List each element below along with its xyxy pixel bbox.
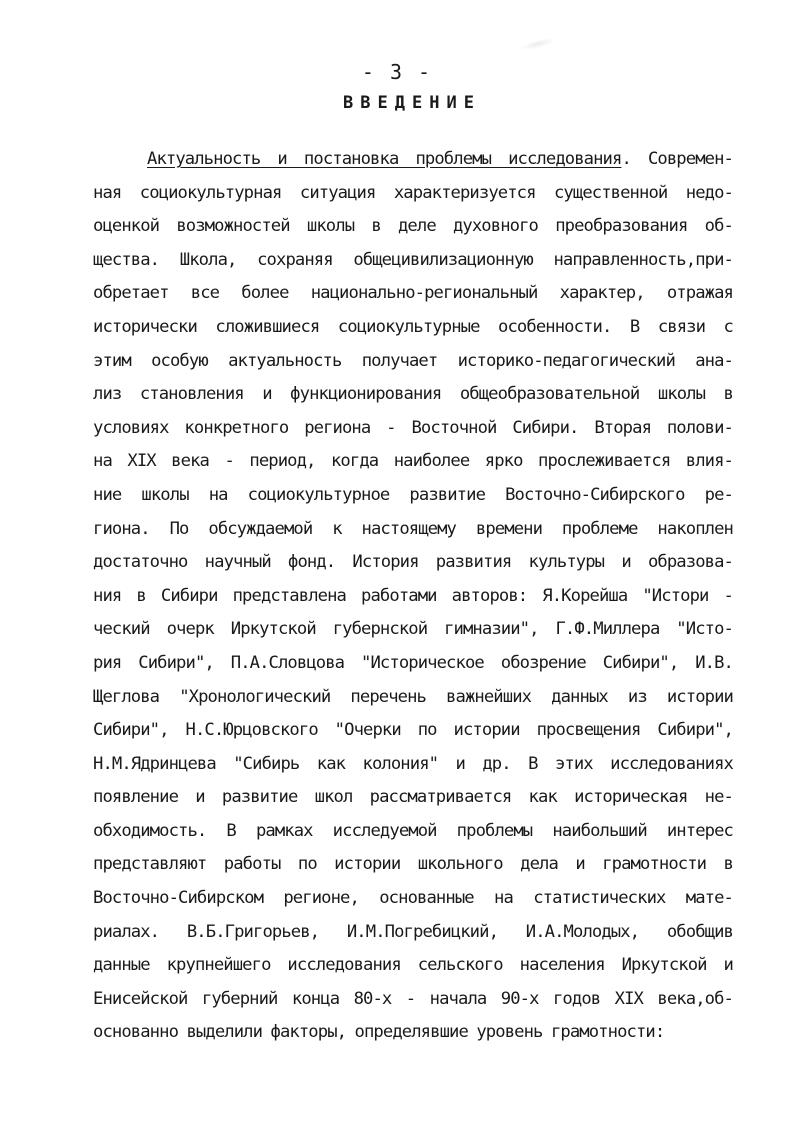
paragraph-line: лиз становления и функционирования общеобразовательной школы в — [93, 384, 733, 405]
paragraph-line: Енисейской губерний конца 80-х - начала 90-х годов XIX века,об- — [93, 988, 733, 1009]
paragraph-line — [93, 143, 733, 177]
scan-smudge — [520, 35, 557, 52]
paragraph-line: ния в Сибири представлена работами авторов: Я.Корейша "Истори - — [93, 585, 733, 606]
paragraph-line: Н.М.Ядринцева "Сибирь как колония" и др. В этих исследованиях — [93, 753, 733, 774]
paragraph-line: гиона. По обсуждаемой к настоящему времени проблеме накоплен — [93, 518, 733, 539]
paragraph-line: оценкой возможностей школы в деле духовного преобразования об- — [93, 216, 733, 237]
paragraph-line: Сибири", Н.С.Юрцовского "Очерки по истории просвещения Сибири", — [93, 720, 733, 741]
paragraph-line: данные крупнейшего исследования сельского населения Иркутской и — [93, 955, 733, 976]
paragraph-line: этим особую актуальность получает историко-педагогический ана- — [93, 350, 733, 371]
paragraph-line: на XIX века - период, когда наиболее ярко прослеживается влия- — [93, 451, 733, 472]
paragraph-line: достаточно научный фонд. История развития культуры и образова- — [93, 552, 733, 573]
paragraph-line: щества. Школа, сохраняя общецивилизационную направленность,при- — [93, 249, 733, 270]
section-heading: ВВЕДЕНИЕ — [343, 93, 481, 113]
paragraph-line: исторически сложившиеся социокультурные особенности. В связи с — [93, 316, 733, 337]
paragraph-line: Щеглова "Хронологический перечень важнейших данных из истории — [93, 686, 733, 707]
paragraph-line: Восточно-Сибирском регионе, основанные на статистических мате- — [93, 888, 733, 909]
paragraph-line: условиях конкретного региона - Восточной Сибири. Вторая полови- — [93, 417, 733, 438]
paragraph-line: ная социокультурная ситуация характеризуется существенной недо- — [93, 182, 733, 203]
paragraph-line: рия Сибири", П.А.Словцова "Историческое обозрение Сибири", И.В. — [93, 652, 733, 673]
paragraph-line: представляют работы по истории школьного дела и грамотности в — [93, 854, 733, 875]
paragraph-line: риалах. В.Б.Григорьев, И.М.Погребицкий, И.А.Молодых, обобщив — [93, 921, 733, 942]
underlined-topic-title: Актуальность и постановка проблемы исследования — [147, 149, 622, 169]
paragraph-line: ческий очерк Иркутской губернской гимназии", Г.Ф.Миллера "Исто- — [93, 619, 733, 640]
paragraph-line: появление и развитие школ рассматривается как историческая не- — [93, 787, 733, 808]
paragraph-line: обходимость. В рамках исследуемой проблемы наибольший интерес — [93, 820, 733, 841]
paragraph-line: обретает все более национально-региональный характер, отражая — [93, 283, 733, 304]
paragraph-line: основанно выделили факторы, определявшие уровень грамотности: — [93, 1022, 665, 1043]
body-paragraph — [93, 143, 733, 1050]
paragraph-line: ние школы на социокультурное развитие Восточно-Сибирского ре- — [93, 484, 733, 505]
page-number: - 3 - — [361, 60, 433, 84]
paragraph-line-text: . Современ- — [621, 149, 733, 169]
